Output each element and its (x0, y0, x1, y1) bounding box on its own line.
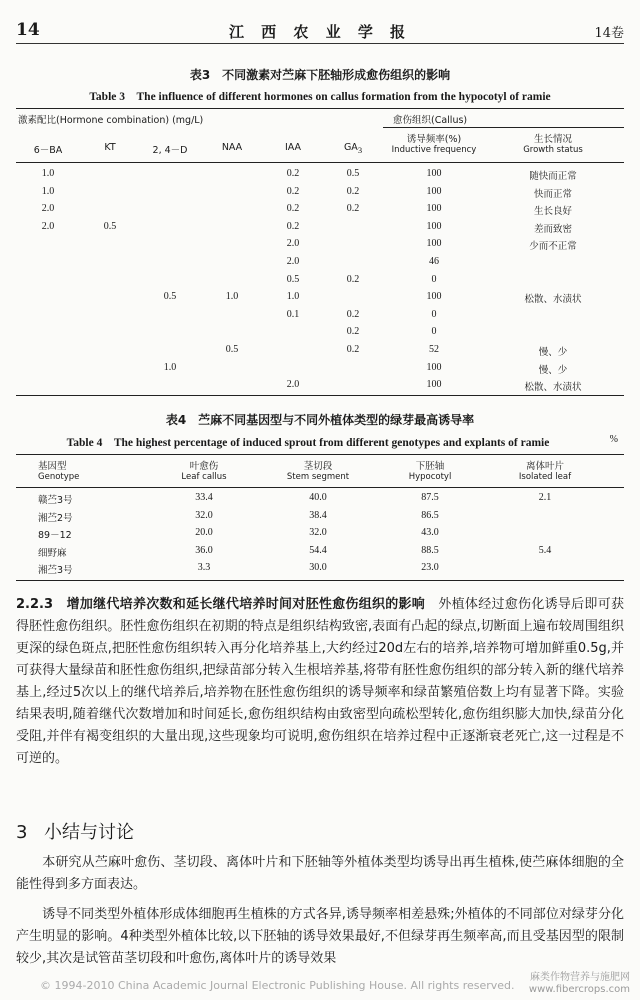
table4-title-cn: 表4 苎麻不同基因型与不同外植体类型的绿芽最高诱导率 (165, 413, 475, 427)
table3-cell-iaa: 0.5 (286, 273, 300, 285)
table4-bottom-rule (16, 580, 624, 581)
table4-cell-genotype: 89－12 (38, 530, 72, 542)
table3-col-6ba: 6－BA (33, 145, 63, 156)
table3-cell-freq: 0 (431, 308, 437, 320)
table4-cell-leaf: 33.4 (195, 492, 213, 503)
copyright-footer: © 1994-2010 China Academic Journal Electronic Publishing House. All rights reserved. (40, 979, 515, 992)
table3-cell-6ba: 1.0 (41, 185, 55, 197)
table4-cell-stem: 32.0 (309, 527, 327, 539)
volume-label: 14卷 (594, 26, 624, 41)
table3-title-en: Table 3 The influence of different hormones on callus formation from the hypocotyl of ramie (89, 91, 551, 103)
table3-cell-freq: 0 (431, 326, 437, 338)
table3-bottom-rule (16, 395, 624, 396)
table4-cell-genotype: 湘苎3号 (38, 565, 73, 577)
table3-col-ga: $GA_3$ (343, 142, 363, 155)
journal-name: 江 西 农 业 学 报 (228, 23, 412, 41)
table3-cell-freq: 100 (426, 379, 442, 391)
table4-cell-genotype: 细野麻 (38, 547, 67, 559)
table4-cell-stem: 40.0 (309, 492, 327, 503)
table4-header-rule (16, 487, 624, 488)
table3-col-freq-cn: 诱导频率(%) (406, 134, 462, 145)
table4-top-rule (16, 454, 624, 455)
table3-cell-freq: 100 (426, 238, 442, 250)
table3-cell-ga: 0.2 (346, 308, 360, 320)
table3-cell-naa: 0.5 (225, 344, 239, 355)
table4-col-hypocotyl-cn: 下胚轴 (415, 461, 445, 472)
table3-group-right: 愈伤组织(Callus) (393, 115, 468, 126)
table4-cell-genotype: 赣苎3号 (38, 495, 73, 506)
table3-cell-24d: 0.5 (163, 291, 177, 303)
table3-cell-ga: 0.2 (346, 344, 360, 355)
section-2-2-3-heading: 2.2.3 增加继代培养次数和延长继代培养时间对胚性愈伤组织的影响 (16, 597, 426, 612)
table3-cell-freq: 52 (429, 344, 439, 355)
table3-cell-status: 随快而正常 (529, 171, 577, 182)
table3-col-freq-en: Inductive frequency (391, 145, 477, 155)
table4-col-leaf-cn: 叶愈伤 (189, 461, 219, 472)
table4-col-leaf-en: Leaf callus (181, 472, 227, 482)
table4-cell-stem: 30.0 (309, 562, 327, 574)
table3-cell-ga: 0.2 (346, 326, 360, 338)
table3-cell-freq: 100 (426, 168, 442, 179)
table3-cell-ga: 0.2 (346, 185, 360, 197)
table4-unit: % (609, 434, 618, 445)
table4-col-stem-cn: 茎切段 (303, 461, 333, 472)
table3-cell-iaa: 2.0 (286, 379, 300, 391)
table3-top-rule (16, 108, 624, 109)
table3-group-rule (383, 127, 624, 128)
table3-header-rule (16, 162, 624, 163)
table3-cell-naa: 1.0 (225, 291, 239, 303)
table4-col-genotype-en: Genotype (38, 472, 80, 482)
section-3-paragraph-2: 诱导不同类型外植体形成体细胞再生植株的方式各异,诱导频率相差悬殊;外植体的不同部位对绿芽分化产生明显的影响。4种类型外植体比较,以下胚轴的诱导效果最好,不但绿芽再生频率高,而且受基因型的限制较少,其次是试管苗茎切段和叶愈伤,离体叶片的诱导效果 (16, 907, 624, 966)
table3-cell-status: 生长良好 (533, 206, 573, 218)
section-3-heading (16, 818, 134, 844)
table3-cell-freq: 100 (426, 291, 442, 303)
table3-cell-ga: 0.2 (346, 273, 360, 285)
table3-group-left: 激素配比(Hormone combination) (mg/L) (18, 115, 204, 126)
table4-cell-leaf: 20.0 (195, 527, 213, 539)
table3-cell-status: 松散、水渍状 (524, 294, 582, 306)
section-3-number: 3 (16, 822, 28, 843)
page-number: 14 (16, 20, 40, 40)
table3-cell-status: 差而致密 (533, 223, 573, 235)
table3-col-24d: 2, 4－D (152, 145, 188, 156)
table3-cell-freq: 46 (429, 256, 439, 267)
site-watermark: 麻类作物营养与施肥网 www.fibercrops.com (528, 972, 630, 995)
table3-col-kt: KT (104, 142, 116, 153)
table3-cell-iaa: 0.1 (286, 308, 300, 320)
table3-cell-freq: 100 (426, 203, 442, 215)
table3-cell-ga: 0.5 (346, 168, 360, 179)
table4-title-en: Table 4 The highest percentage of induced sprout from different genotypes and explants of ramie (66, 437, 550, 449)
table4-col-stem-en: Stem segment (286, 472, 350, 482)
table3-cell-iaa: 2.0 (286, 238, 300, 250)
table3-cell-iaa: 0.2 (286, 168, 300, 179)
table3-col-status-cn: 生长情况 (533, 134, 573, 145)
table4-col-isolated-en: Isolated leaf (518, 472, 572, 482)
table4-cell-stem: 38.4 (309, 509, 327, 521)
table3-cell-6ba: 2.0 (41, 220, 55, 232)
section-3-title: 小结与讨论 (44, 822, 134, 843)
table4-col-genotype-cn: 基因型 (38, 461, 67, 472)
table3-cell-iaa: 0.2 (286, 185, 300, 197)
table3-col-status-en: Growth status (523, 145, 583, 155)
table3-cell-status: 慢、少 (538, 364, 568, 376)
table4-col-hypocotyl-en: Hypocotyl (408, 472, 452, 482)
table4-cell-leaf: 3.3 (197, 562, 211, 574)
table3-cell-status: 慢、少 (538, 347, 568, 358)
table3-cell-freq: 100 (426, 220, 442, 232)
table3-cell-freq: 100 (426, 185, 442, 197)
table4-cell-isolated: 2.1 (538, 492, 552, 503)
table3-cell-iaa: 0.2 (286, 203, 300, 215)
table4-cell-stem: 54.4 (309, 544, 327, 556)
table3-cell-iaa: 2.0 (286, 256, 300, 267)
page-header (16, 18, 624, 44)
table3-cell-freq: 100 (426, 361, 442, 373)
table3-cell-status: 快而正常 (533, 188, 573, 200)
table4-cell-hypocotyl: 43.0 (421, 527, 439, 539)
table4-cell-hypocotyl: 88.5 (421, 544, 439, 556)
table3-title-cn: 表3 不同激素对苎麻下胚轴形成愈伤组织的影响 (189, 68, 451, 82)
table3-cell-iaa: 1.0 (286, 291, 300, 303)
section-2-2-3-paragraph (16, 594, 624, 770)
table4-col-isolated-cn: 离体叶片 (525, 461, 565, 472)
table3-cell-6ba: 1.0 (41, 168, 55, 179)
table4-cell-hypocotyl: 87.5 (421, 492, 439, 503)
table3-cell-status: 松散、水渍状 (524, 382, 582, 394)
table3-cell-freq: 0 (431, 273, 437, 285)
table3-cell-status: 少而不正常 (529, 241, 577, 253)
table4-cell-isolated: 5.4 (538, 544, 552, 556)
section-2-2-3-text: 外植体经过愈伤化诱导后即可获得胚性愈伤组织。胚性愈伤组织在初期的特点是组织结构致密,表面有凸起的绿点,切断面上遍布较周围组织更深的绿色斑点,把胚性愈伤组织转入再分化培养基上,大约经过20d左右的培养,培养物可增加鲜重0.5g,并可获得大量绿苗和胚性愈伤组织,把绿苗部分转入生根培养基,将带有胚性愈伤组织的部分转入新的继代培养基上,经过5次以上的继代培养后,培养物在胚性愈伤组织的诱导频率和绿苗繁殖倍数上均有显著下降。实验结果表明,随着继代次数增加和时间延长,愈伤组织结构由致密型向疏松型转化,愈伤组织膨大加快,绿苗分化受阻,并伴有褐变组织的大量出现,这些现象均可说明,愈伤组织在培养过程中正逐渐衰老死亡,这一过程是不可逆的。 (16, 597, 624, 766)
table3-cell-iaa: 0.2 (286, 220, 300, 232)
table3-cell-24d: 1.0 (163, 361, 177, 373)
table3-col-iaa: IAA (284, 142, 302, 153)
table4-cell-hypocotyl: 86.5 (421, 509, 439, 521)
table3-cell-6ba: 2.0 (41, 203, 55, 215)
table3-col-naa: NAA (221, 142, 243, 153)
table3-cell-ga: 0.2 (346, 203, 360, 215)
table4-cell-leaf: 32.0 (195, 509, 213, 521)
table4-cell-leaf: 36.0 (195, 544, 213, 556)
table3-cell-kt: 0.5 (103, 220, 117, 232)
table4-cell-hypocotyl: 23.0 (421, 562, 439, 574)
section-3-paragraph-1: 本研究从苎麻叶愈伤、茎切段、离体叶片和下胚轴等外植体类型均诱导出再生植株,使苎麻体细胞的全能性得到多方面表达。 (16, 855, 624, 892)
table4-cell-genotype: 湘苎2号 (38, 512, 73, 524)
